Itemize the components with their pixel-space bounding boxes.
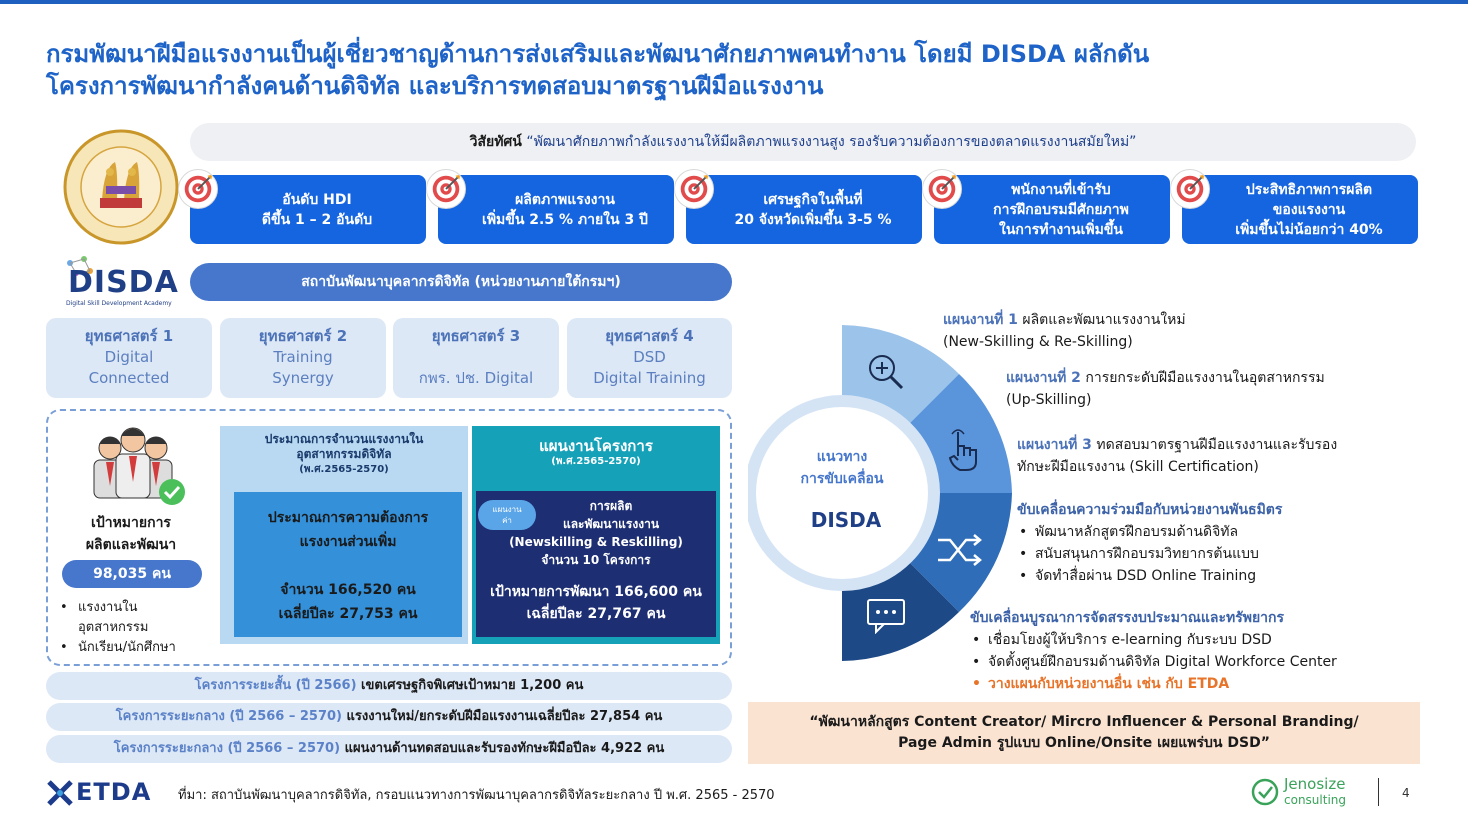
plan-3-text: แผนงานที่ 3 ทดสอบมาตรฐานฝีมือแรงงานและรับรอง ทักษะฝีมือแรงงาน (Skill Certification) — [1017, 437, 1338, 475]
list-item: • จัดทำสื่อผ่าน DSD Online Training — [1017, 565, 1437, 587]
target-icon — [178, 169, 218, 209]
goal-card-hdi: อันดับ HDI ดีขึ้น 1 – 2 อันดับ — [190, 175, 426, 244]
jenosize-check-icon — [1250, 777, 1280, 807]
project-row-mid-term-certification: โครงการระยะกลาง (ปี 2566 – 2570) แผนงานด้านทดสอบและรับรองทักษะฝีมือปีละ 4,922 คน — [46, 735, 732, 763]
list-item: • สนับสนุนการฝึกอบรมวิทยากรต้นแบบ — [1017, 543, 1437, 565]
target-title: เป้าหมายการ ผลิตและพัฒนา — [85, 515, 177, 553]
project-row-short-term: โครงการระยะสั้น (ปี 2566) เขตเศรษฐกิจพิเศษเป้าหมาย 1,200 คน — [46, 672, 732, 700]
goal-card-trained-staff: พนักงานที่เข้ารับ การฝึกอบรมมีศักยภาพ ในการทำงานเพิ่มขึ้น — [934, 175, 1170, 244]
partners-section: ขับเคลื่อนความร่วมมือกับหน่วยงานพันธมิตร • พัฒนาหลักสูตรฝึกอบรมด้านดิจิทัล • สนับสนุนการฝึกอบรมวิทยากรต้นแบบ • จัดทำสื่อผ่าน DSD Online Training — [1017, 499, 1437, 587]
target-icon — [922, 169, 962, 209]
project-row-mid-term-upskill: โครงการระยะกลาง (ปี 2566 – 2570) แรงงานใหม่/ยกระดับฝีมือแรงงานเฉลี่ยปีละ 27,854 คน — [46, 703, 732, 731]
target-icon — [1170, 169, 1210, 209]
vision-text: “พัฒนาศักยภาพกำลังแรงงานให้มีผลิตภาพแรงงานสูง รองรับความต้องการของตลาดแรงงานสมัยใหม่” — [526, 134, 1137, 150]
source-note: ที่มา: สถาบันพัฒนาบุคลากรดิจิทัล, กรอบแนวทางการพัฒนาบุคลากรดิจิทัลระยะกลาง ปี พ.ศ. 2565 - 2570 — [178, 788, 775, 803]
plan-2-text: แผนงานที่ 2 การยกระดับฝีมือแรงงานในอุตสาหกรรม (Up-Skilling) — [1006, 370, 1325, 408]
list-item: • นักเรียน/นักศึกษา — [60, 638, 220, 658]
strategy-card-4: ยุทธศาสตร์ 4 DSD Digital Training — [567, 318, 732, 398]
workforce-estimate-box: ประมาณการความต้องการ แรงงานส่วนเพิ่ม จำนวน 166,520 คน เฉลี่ยปีละ 27,753 คน — [234, 492, 462, 637]
integration-section: ขับเคลื่อนบูรณาการจัดสรรงบประมาณและทรัพยากร • เชื่อมโยงผู้ให้บริการ e-learning กับระบบ DSD • จัดตั้งศูนย์ฝึกอบรมด้านดิจิทัล Digital Workforce Center • วางแผนกับหน่วยงานอื่น เช่น กับ ETDA — [970, 607, 1430, 695]
target-count-badge: 98,035 คน — [62, 560, 202, 588]
top-accent-bar — [0, 0, 1468, 4]
workforce-estimate-heading: ประมาณการจำนวนแรงงานใน อุตสาหกรรมดิจิทัล (พ.ศ.2565-2570) — [264, 432, 424, 475]
vision-banner — [190, 123, 1416, 161]
project-plan-box: การผลิต และพัฒนาแรงงาน (Newskilling & Reskilling) จำนวน 10 โครงการ เป้าหมายการพัฒนา 166,600 คน เฉลี่ยปีละ 27,767 คน — [476, 491, 716, 637]
team-people-icon — [80, 416, 190, 508]
touch-hand-icon — [944, 426, 984, 474]
page-title: กรมพัฒนาฝีมือแรงงานเป็นผู้เชี่ยวชาญด้านการส่งเสริมและพัฒนาศักยภาพคนทำงาน โดยมี DISDA ผลักดัน โครงการพัฒนากำลังคนด้านดิจิทัล และบริการทดสอบมาตรฐานฝีมือแรงงาน — [46, 40, 1150, 100]
goal-card-efficiency: ประสิทธิภาพการผลิต ของแรงงาน เพิ่มขึ้นไม่น้อยกว่า 40% — [1182, 175, 1418, 244]
target-group-list — [60, 598, 220, 658]
content-quote-box: “พัฒนาหลักสูตร Content Creator/ Mircro Influencer & Personal Branding/ Page Admin รูปแบบ Online/Onsite เผยแพร่บน DSD” — [748, 702, 1420, 764]
list-item: • แรงงานใน อุตสาหกรรม — [60, 598, 220, 638]
etda-logo: ETDA — [46, 778, 164, 808]
goal-card-productivity: ผลิตภาพแรงงาน เพิ่มขึ้น 2.5 % ภายใน 3 ปี — [438, 175, 674, 244]
vision-label: วิสัยทัศน์ — [469, 134, 522, 150]
list-item-highlight: • วางแผนกับหน่วยงานอื่น เช่น กับ ETDA — [970, 673, 1430, 695]
goal-card-local-economy: เศรษฐกิจในพื้นที่ 20 จังหวัดเพิ่มขึ้น 3-5 % — [686, 175, 922, 244]
etda-mark-icon — [46, 779, 74, 807]
jenosize-logo: Jenosize consulting — [1250, 775, 1370, 809]
target-icon — [674, 169, 714, 209]
disda-logo: DISDA Digital Skill Development Academy — [62, 255, 174, 311]
plan-1-text: แผนงานที่ 1 ผลิตและพัฒนาแรงงานใหม่ (New-Skilling & Re-Skilling) — [943, 312, 1186, 350]
target-icon — [426, 169, 466, 209]
footer-divider — [1378, 778, 1379, 806]
chat-bubble-icon — [866, 598, 906, 634]
strategy-card-2: ยุทธศาสตร์ 2 Training Synergy — [220, 318, 386, 398]
drive-approach-label: แนวทาง การขับเคลื่อน — [800, 449, 884, 487]
page-number: 4 — [1402, 786, 1410, 800]
search-icon — [862, 350, 910, 394]
strategy-card-3: ยุทธศาสตร์ 3 กพร. ปช. Digital — [393, 318, 559, 398]
list-item: • จัดตั้งศูนย์ฝึกอบรมด้านดิจิทัล Digital Workforce Center — [970, 651, 1430, 673]
shuffle-icon — [934, 530, 984, 570]
cloud-badge: แผนงาน ค่า — [478, 500, 536, 530]
drive-disda-logo: DISDA — [810, 508, 882, 532]
list-item: • เชื่อมโยงผู้ให้บริการ e-learning กับระบบ DSD — [970, 629, 1430, 651]
dsd-emblem-logo — [60, 128, 182, 246]
strategy-card-1: ยุทธศาสตร์ 1 Digital Connected — [46, 318, 212, 398]
project-plan-period: (พ.ศ.2565-2570) — [551, 456, 641, 467]
list-item: • พัฒนาหลักสูตรฝึกอบรมด้านดิจิทัล — [1017, 521, 1437, 543]
project-plan-heading: แผนงานโครงการ — [539, 437, 653, 455]
institute-banner: สถาบันพัฒนาบุคลากรดิจิทัล (หน่วยงานภายใต้กรมฯ) — [190, 263, 732, 301]
